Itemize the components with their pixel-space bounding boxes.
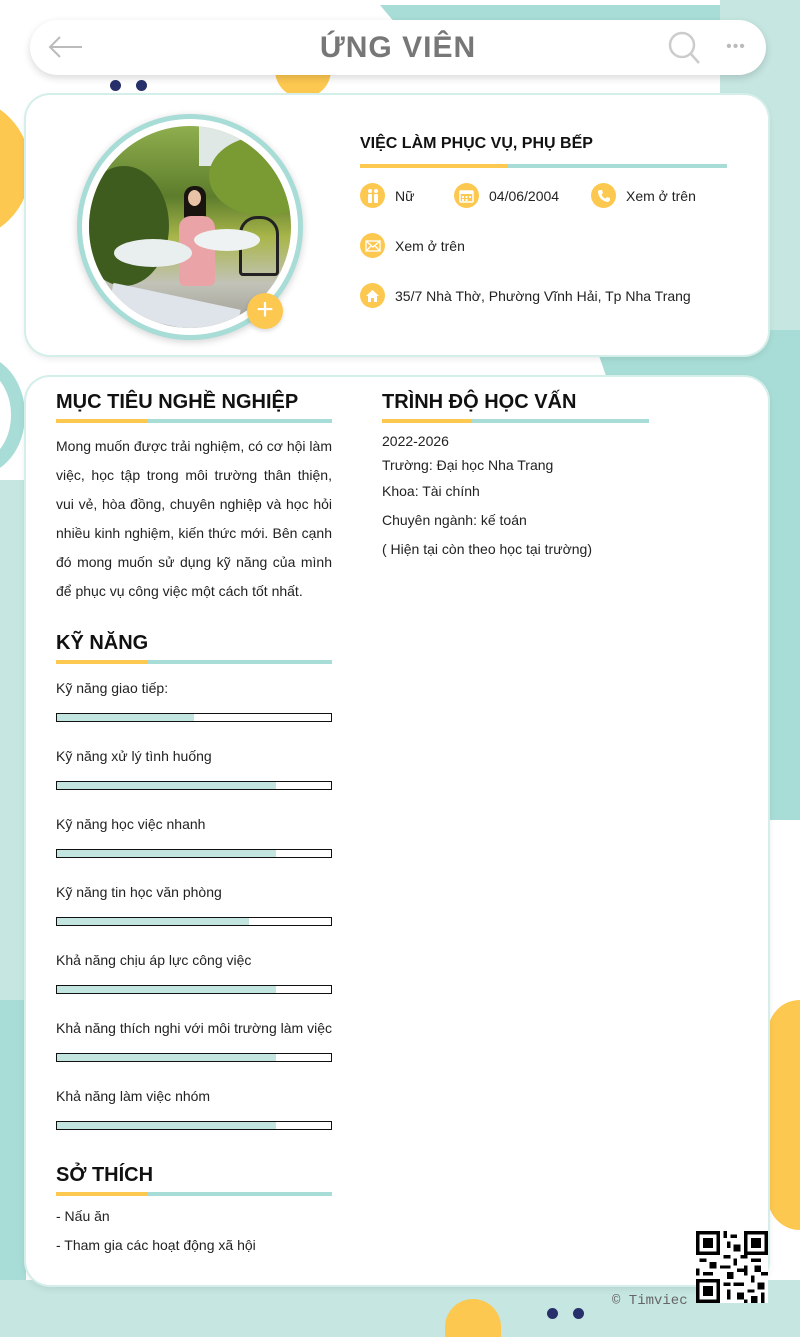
birthday-value: 04/06/2004 <box>489 187 560 204</box>
hobbies-title: SỞ THÍCH <box>56 1164 154 1186</box>
skill-label: Kỹ năng học việc nhanh <box>56 816 206 832</box>
bg-dot <box>110 80 121 91</box>
title-underline <box>360 164 727 168</box>
address-field <box>360 283 691 308</box>
skill-bar-fill <box>57 986 276 993</box>
profile-card <box>26 95 768 355</box>
page-title: ỨNG VIÊN <box>319 30 477 64</box>
bg-teal-left-lower <box>0 1000 26 1280</box>
skill-label: Kỹ năng xử lý tình huống <box>56 748 212 764</box>
calendar-icon <box>454 183 479 208</box>
skill-bar <box>56 713 332 722</box>
phone-value: Xem ở trên <box>626 187 696 204</box>
top-app-bar <box>30 20 766 75</box>
job-title: VIỆC LÀM PHỤC VỤ, PHỤ BẾP <box>360 135 593 152</box>
phone-field <box>591 183 696 208</box>
hobby-item: - Tham gia các hoạt động xã hội <box>56 1237 256 1253</box>
skill-label: Khả năng thích nghi với môi trường làm việc <box>56 1020 332 1036</box>
bg-dot <box>547 1308 558 1319</box>
skill-label: Kỹ năng giao tiếp: <box>56 680 169 696</box>
skill-bar-fill <box>57 714 194 721</box>
birthday-field <box>454 183 559 208</box>
skill-bar-fill <box>57 918 249 925</box>
skill-bar <box>56 917 332 926</box>
section-underline <box>56 660 332 664</box>
avatar <box>77 114 303 340</box>
skills-title: KỸ NĂNG <box>56 632 149 654</box>
education-status: ( Hiện tại còn theo học tại trường) <box>382 541 592 557</box>
skill-bar-fill <box>57 1122 276 1129</box>
bg-dot <box>136 80 147 91</box>
section-underline <box>382 419 649 423</box>
search-icon[interactable] <box>666 30 702 66</box>
education-school: Trường: Đại học Nha Trang <box>382 457 554 473</box>
education-major: Chuyên ngành: kế toán <box>382 512 527 528</box>
skill-bar <box>56 1121 332 1130</box>
skill-label: Kỹ năng tin học văn phòng <box>56 884 222 900</box>
qr-code-icon <box>696 1231 768 1303</box>
email-value: Xem ở trên <box>395 237 465 254</box>
bg-yellow-right <box>768 1000 800 1230</box>
objective-text: Mong muốn được trải nghiệm, có cơ hội làm việc, học tập trong môi trường thân thiện, vui vẻ, hòa đồng, chuyên nghiệp và học hỏi nhiều kinh nghiệm, kiến thức mới. Bên cạnh đó mong muốn sử dụng kỹ năng của mình để phục vụ công việc một cách tốt nhất. <box>56 438 332 599</box>
section-underline <box>56 1192 332 1196</box>
bg-teal-ring-left <box>0 355 25 475</box>
gender-value: Nữ <box>395 187 415 204</box>
skill-bar <box>56 849 332 858</box>
resume-body-card <box>26 377 768 1285</box>
arrow-left-icon[interactable] <box>48 34 84 60</box>
objective-title: MỤC TIÊU NGHỀ NGHIỆP <box>56 391 299 413</box>
section-underline <box>56 419 332 423</box>
skill-bar <box>56 985 332 994</box>
plus-icon[interactable]: + <box>247 293 283 329</box>
skill-bar-fill <box>57 1054 276 1061</box>
skill-label: Khả năng làm việc nhóm <box>56 1088 211 1104</box>
copyright-text: © Timviec <box>612 1293 688 1309</box>
envelope-icon <box>360 233 385 258</box>
education-years: 2022-2026 <box>382 433 449 449</box>
skill-bar <box>56 781 332 790</box>
gender-field <box>360 183 414 208</box>
bg-teal-right-lower <box>768 380 800 820</box>
bg-dot <box>573 1308 584 1319</box>
education-faculty: Khoa: Tài chính <box>382 483 480 499</box>
gender-icon <box>360 183 385 208</box>
phone-icon <box>591 183 616 208</box>
email-field <box>360 233 465 258</box>
education-title: TRÌNH ĐỘ HỌC VẤN <box>382 391 577 413</box>
skill-label: Khả năng chịu áp lực công việc <box>56 952 252 968</box>
home-icon <box>360 283 385 308</box>
skill-bar-fill <box>57 782 276 789</box>
hobby-item: - Nấu ăn <box>56 1208 110 1224</box>
skill-bar-fill <box>57 850 276 857</box>
more-horizontal-icon[interactable]: ••• <box>726 38 746 55</box>
skill-bar <box>56 1053 332 1062</box>
address-value: 35/7 Nhà Thờ, Phường Vĩnh Hải, Tp Nha Trang <box>395 287 691 304</box>
